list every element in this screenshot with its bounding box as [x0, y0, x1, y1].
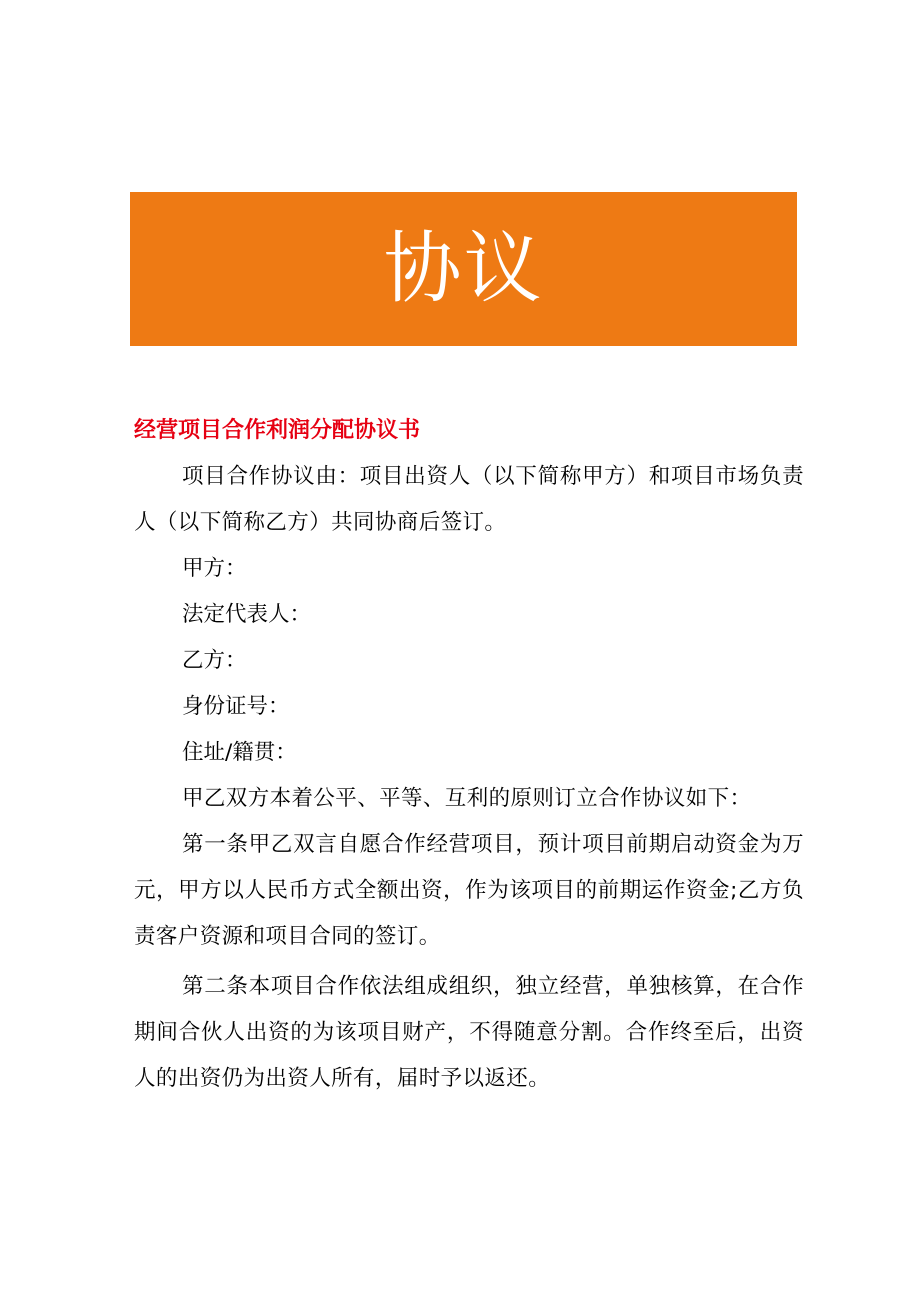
legal-representative-field: 法定代表人：: [182, 602, 312, 627]
id-number-field: 身份证号：: [182, 694, 290, 719]
article-1-paragraph: 第一条甲乙双言自愿合作经营项目，预计项目前期启动资金为万元，甲方以人民币方式全额出资，作为该项目的前期运作资金;乙方负责客户资源和项目合同的签订。: [134, 832, 804, 949]
article-2-paragraph: 第二条本项目合作依法组成组织，独立经营，单独核算，在合作期间合伙人出资的为该项目财产，不得随意分割。合作终至后，出资人的出资仍为出资人所有，届时予以返还。: [134, 974, 804, 1091]
intro-paragraph: 项目合作协议由：项目出资人（以下简称甲方）和项目市场负责人（以下简称乙方）共同协商后签订。: [134, 464, 804, 535]
document-body: [134, 408, 804, 1102]
party-b-field: 乙方：: [182, 648, 247, 673]
principle-paragraph: 甲乙双方本着公平、平等、互利的原则订立合作协议如下：: [182, 786, 752, 811]
banner-title: 协议: [383, 224, 544, 314]
title-banner: [130, 192, 797, 346]
party-a-field: 甲方：: [182, 556, 247, 581]
document-title: 经营项目合作利润分配协议书: [134, 418, 421, 443]
address-field: 住址/籍贯：: [182, 740, 297, 765]
